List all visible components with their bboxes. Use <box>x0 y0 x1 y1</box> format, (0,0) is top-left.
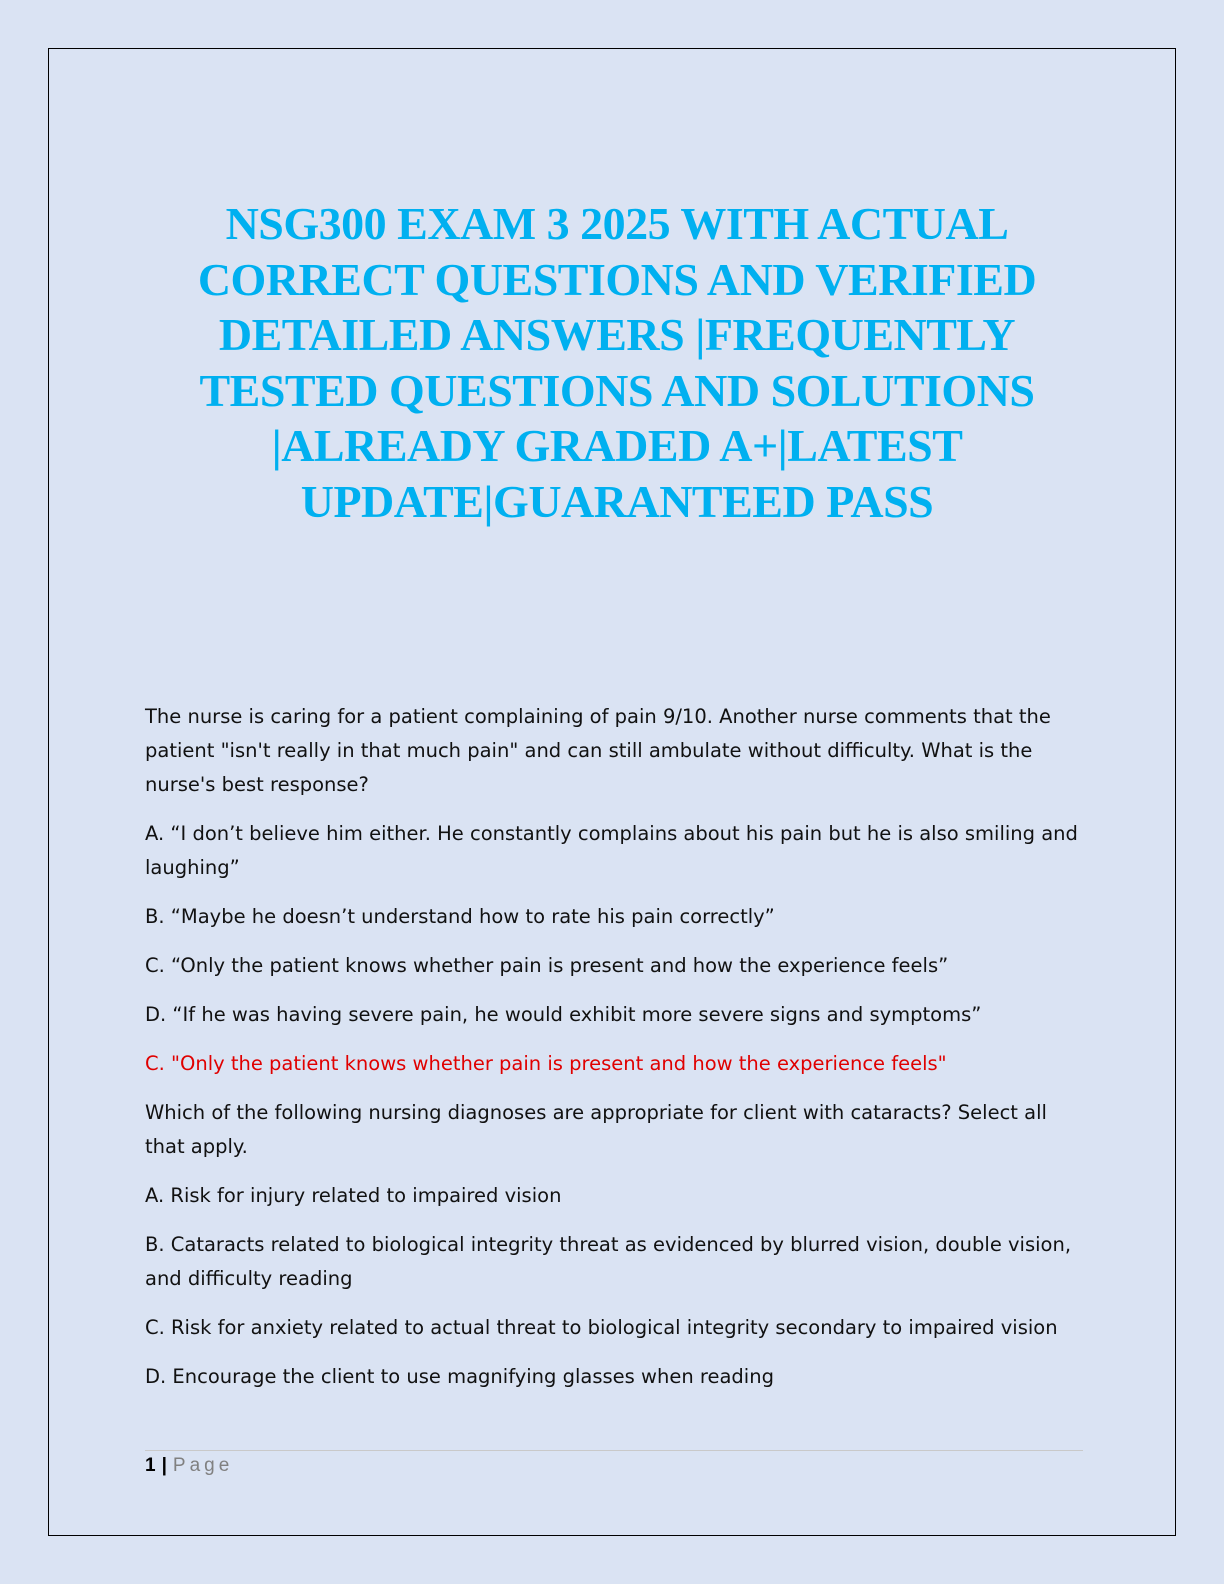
option-a: A. Risk for injury related to impaired vision <box>145 1184 562 1207</box>
option-a: A. “I don’t believe him either. He constantly complains about his pain but he is also smiling and laughing” <box>145 822 1078 879</box>
option-d: D. “If he was having severe pain, he would exhibit more severe signs and symptoms” <box>145 1003 982 1026</box>
correct-answer: C. "Only the patient knows whether pain is present and how the experience feels" <box>145 1052 947 1075</box>
footer-separator: | <box>161 1455 167 1476</box>
page-number: 1 <box>145 1455 156 1476</box>
document-title: NSG300 EXAM 3 2025 WITH ACTUAL CORRECT QUESTIONS AND VERIFIED DETAILED ANSWERS |FREQUENTLY TESTED QUESTIONS AND SOLUTIONS |ALREADY GRADED A+|LATEST UPDATE|GUARANTEED PASS <box>197 198 1037 527</box>
option-c: C. Risk for anxiety related to actual threat to biological integrity secondary to impaired vision <box>145 1316 1058 1339</box>
page-footer <box>145 1454 233 1478</box>
option-b: B. Cataracts related to biological integrity threat as evidenced by blurred vision, double vision, and difficulty reading <box>145 1233 1072 1290</box>
option-c: C. “Only the patient knows whether pain is present and how the experience feels” <box>145 954 949 977</box>
footer-divider <box>145 1450 1083 1451</box>
option-d: D. Encourage the client to use magnifying glasses when reading <box>145 1365 774 1388</box>
option-b: B. “Maybe he doesn’t understand how to rate his pain correctly” <box>145 905 775 928</box>
page-label: Page <box>172 1455 234 1476</box>
question-stem: The nurse is caring for a patient complaining of pain 9/10. Another nurse comments that the patient "isn't really in that much pain" and can still ambulate without difficulty. What is the nurse's best response? <box>145 705 1051 796</box>
question-stem: Which of the following nursing diagnoses are appropriate for client with cataracts? Select all that apply. <box>145 1101 1047 1158</box>
questions-body <box>145 700 1080 1409</box>
